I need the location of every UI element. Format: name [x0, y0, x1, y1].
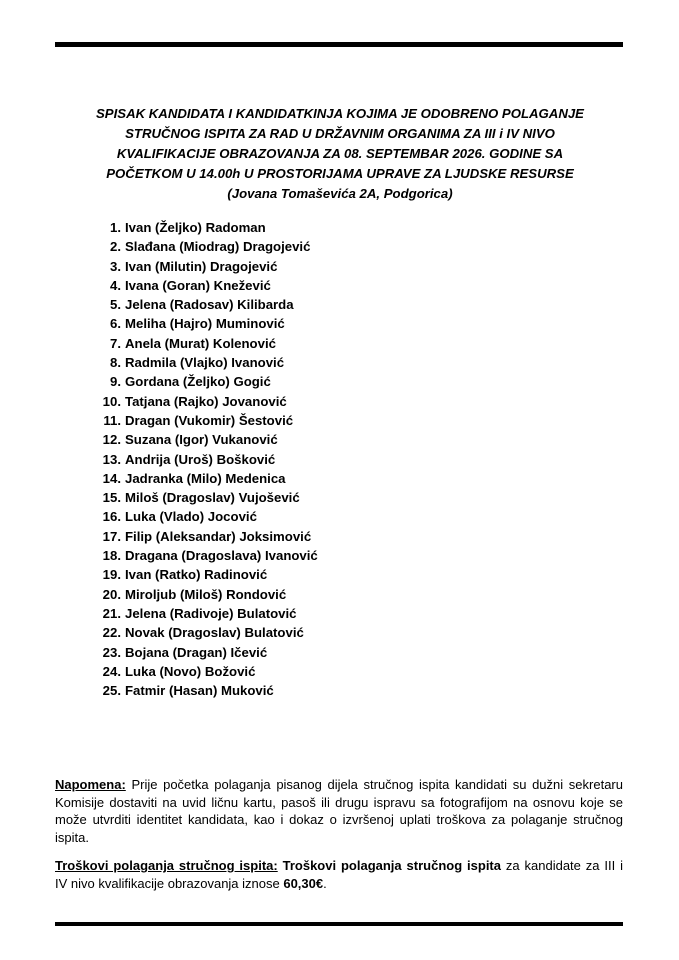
- candidate-number: 21.: [102, 605, 121, 621]
- cost-label: Troškovi polaganja stručnog ispita:: [55, 858, 278, 873]
- candidate-item: [88, 314, 318, 333]
- cost-amount: 60,30€: [283, 876, 324, 891]
- candidate-item: [88, 276, 318, 295]
- candidate-number: 11.: [103, 412, 121, 428]
- candidate-number: 4.: [110, 277, 121, 293]
- candidate-number: 8.: [110, 355, 121, 371]
- cost-end: .: [323, 876, 327, 891]
- candidate-item: [88, 527, 318, 546]
- candidate-number: 1.: [110, 220, 121, 235]
- candidate-name: Novak (Dragoslav) Bulatović: [125, 625, 304, 641]
- candidate-item: [88, 450, 318, 469]
- candidate-item: [88, 565, 318, 584]
- candidate-name: Luka (Vlado) Jocović: [125, 509, 257, 525]
- candidate-name: Dragan (Vukomir) Šestović: [125, 412, 294, 428]
- candidate-number: 24.: [102, 663, 121, 679]
- note-text: Prije početka polaganja pisanog dijela stručnog ispita kandidati su dužni sekretaru Komisije dostaviti na uvid ličnu kartu, pasoš ili drugu ispravu sa fotografijom na osnovu koje se može utvrditi identitet kandidata, kao i dokaz o izvršenoj uplati troškova za polaganje stručnog ispita.: [55, 777, 623, 845]
- candidate-item: [88, 488, 318, 507]
- candidate-number: 10.: [102, 393, 121, 409]
- candidate-name: Miroljub (Miloš) Rondović: [125, 586, 287, 602]
- document-heading: [60, 104, 620, 204]
- candidate-item: [88, 469, 318, 488]
- candidate-number: 16.: [102, 509, 121, 525]
- candidate-item: [88, 643, 318, 662]
- candidate-name: Slađana (Miodrag) Dragojević: [125, 239, 311, 255]
- candidate-item: [88, 295, 318, 314]
- top-rule: [55, 42, 623, 47]
- candidate-name: Jelena (Radivoje) Bulatović: [125, 605, 297, 621]
- candidate-number: 14.: [102, 470, 121, 486]
- heading-line: KVALIFIKACIJE OBRAZOVANJA ZA 08. SEPTEMBAR 2026. GODINE SA: [116, 146, 564, 161]
- candidate-item: [88, 430, 318, 449]
- candidate-number: 6.: [110, 316, 121, 332]
- candidate-name: Andrija (Uroš) Bošković: [125, 451, 276, 467]
- heading-line: POČETKOM U 14.00h U PROSTORIJAMA UPRAVE ZA LJUDSKE RESURSE: [106, 166, 574, 181]
- candidate-item: [88, 353, 318, 372]
- candidate-name: Luka (Novo) Božović: [125, 663, 256, 679]
- candidate-number: 20.: [102, 586, 121, 602]
- candidate-item: [88, 411, 318, 430]
- candidate-number: 18.: [102, 548, 121, 564]
- candidate-item: [88, 604, 318, 623]
- heading-line: SPISAK KANDIDATA I KANDIDATKINJA KOJIMA JE ODOBRENO POLAGANJE: [96, 106, 584, 121]
- candidate-item: [88, 585, 318, 604]
- candidate-item: [88, 237, 318, 256]
- heading-line: STRUČNOG ISPITA ZA RAD U DRŽAVNIM ORGANIMA ZA III i IV NIVO: [125, 126, 555, 141]
- candidate-item: [88, 392, 318, 411]
- candidate-name: Radmila (Vlajko) Ivanović: [125, 355, 285, 371]
- candidate-item: [88, 662, 318, 681]
- candidate-name: Ivan (Milutin) Dragojević: [125, 258, 278, 274]
- candidate-item: [88, 623, 318, 642]
- candidate-item: [88, 218, 318, 237]
- cost-paragraph: [55, 857, 623, 893]
- candidate-list: [88, 218, 318, 700]
- candidate-name: Ivan (Željko) Radoman: [125, 220, 266, 235]
- candidate-name: Fatmir (Hasan) Muković: [125, 683, 274, 699]
- heading-address: (Jovana Tomaševića 2A, Podgorica): [227, 186, 453, 201]
- candidate-item: [88, 334, 318, 353]
- candidate-number: 23.: [102, 644, 121, 660]
- candidate-name: Bojana (Dragan) Ičević: [125, 644, 268, 660]
- candidate-number: 15.: [102, 490, 121, 506]
- candidate-number: 25.: [102, 683, 121, 699]
- candidate-name: Suzana (Igor) Vukanović: [125, 432, 278, 448]
- candidate-number: 19.: [102, 567, 121, 583]
- candidate-number: 13.: [102, 451, 121, 467]
- candidate-number: 2.: [110, 239, 121, 255]
- candidate-number: 7.: [110, 335, 121, 351]
- candidate-item: [88, 372, 318, 391]
- candidate-number: 3.: [110, 258, 121, 274]
- candidate-name: Ivana (Goran) Knežević: [125, 277, 271, 293]
- candidate-name: Filip (Aleksandar) Joksimović: [125, 528, 312, 544]
- candidate-number: 12.: [102, 432, 121, 448]
- candidate-name: Meliha (Hajro) Muminović: [125, 316, 285, 332]
- note-label: Napomena:: [55, 777, 126, 792]
- candidate-name: Jadranka (Milo) Medenica: [125, 470, 286, 486]
- bottom-rule: [55, 922, 623, 926]
- candidate-item: [88, 507, 318, 526]
- candidate-item: [88, 546, 318, 565]
- candidate-number: 9.: [110, 374, 121, 390]
- candidate-name: Tatjana (Rajko) Jovanović: [125, 393, 287, 409]
- candidate-item: [88, 257, 318, 276]
- candidate-name: Dragana (Dragoslava) Ivanović: [125, 548, 318, 564]
- candidate-name: Gordana (Željko) Gogić: [125, 374, 271, 390]
- candidate-number: 5.: [110, 297, 121, 313]
- cost-text: za kandidate za III i IV nivo kvalifikacije obrazovanja iznose: [55, 858, 624, 891]
- candidate-name: Jelena (Radosav) Kilibarda: [125, 297, 294, 313]
- candidate-name: Anela (Murat) Kolenović: [125, 335, 276, 351]
- candidate-item: [88, 681, 318, 700]
- candidate-name: Miloš (Dragoslav) Vujošević: [125, 490, 300, 506]
- candidate-name: Ivan (Ratko) Radinović: [125, 567, 268, 583]
- cost-bold-text: Troškovi polaganja stručnog ispita: [277, 858, 501, 873]
- note-paragraph: [55, 776, 623, 846]
- candidate-number: 22.: [102, 625, 121, 641]
- candidate-number: 17.: [102, 528, 121, 544]
